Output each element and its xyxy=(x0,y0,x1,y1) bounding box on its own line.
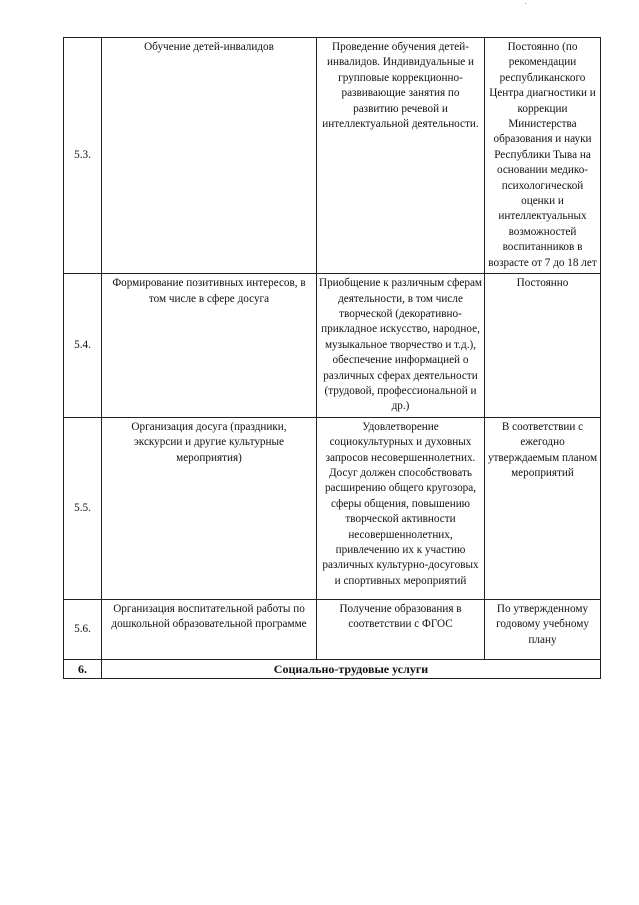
service-description: Приобщение к различным сферам деятельности, в том числе творческой (декоративно-прикладное искусство, народное, музыкальное творчество и т.д.), обеспечение информацией о различных сферах деятельности (трудовой, профессиональной и др.) xyxy=(317,274,485,418)
services-table xyxy=(63,37,601,679)
service-period: Постоянно (по рекомендации республиканского Центра диагностики и коррекции Министерства образования и науки Республики Тыва на основании медико-психологической оценки и интеллектуальных возможностей воспитанников в возрасте от 7 до 18 лет xyxy=(485,38,601,274)
table-row xyxy=(64,274,601,418)
row-number: 5.4. xyxy=(64,274,102,418)
section-number: 6. xyxy=(64,659,102,678)
service-description: Получение образования в соответствии с ФГОС xyxy=(317,599,485,659)
service-name: Обучение детей-инвалидов xyxy=(102,38,317,274)
service-period: В соответствии с ежегодно утверждаемым планом мероприятий xyxy=(485,417,601,599)
service-name: Формирование позитивных интересов, в том числе в сфере досуга xyxy=(102,274,317,418)
section-title: Социально-трудовые услуги xyxy=(102,659,601,678)
table-row xyxy=(64,38,601,274)
row-number: 5.3. xyxy=(64,38,102,274)
row-number: 5.6. xyxy=(64,599,102,659)
service-description: Удовлетворение социокультурных и духовных запросов несовершеннолетних. Досуг должен способствовать расширению общего кругозора, сферы общения, повышению творческой активности несовершеннолетних, привлечению их к участию различных культурно-досуговых и спортивных мероприятий xyxy=(317,417,485,599)
service-name: Организация досуга (праздники, экскурсии и другие культурные мероприятия) xyxy=(102,417,317,599)
service-name: Организация воспитательной работы по дошкольной образовательной программе xyxy=(102,599,317,659)
service-period: По утвержденному годовому учебному плану xyxy=(485,599,601,659)
row-number: 5.5. xyxy=(64,417,102,599)
table-row xyxy=(64,417,601,599)
service-description: Проведение обучения детей-инвалидов. Индивидуальные и групповые коррекционно-развивающие занятия по развитию речевой и интеллектуальной деятельности. xyxy=(317,38,485,274)
service-period: Постоянно xyxy=(485,274,601,418)
section-header-row xyxy=(64,659,601,678)
table-row xyxy=(64,599,601,659)
scan-artifact xyxy=(525,3,526,4)
